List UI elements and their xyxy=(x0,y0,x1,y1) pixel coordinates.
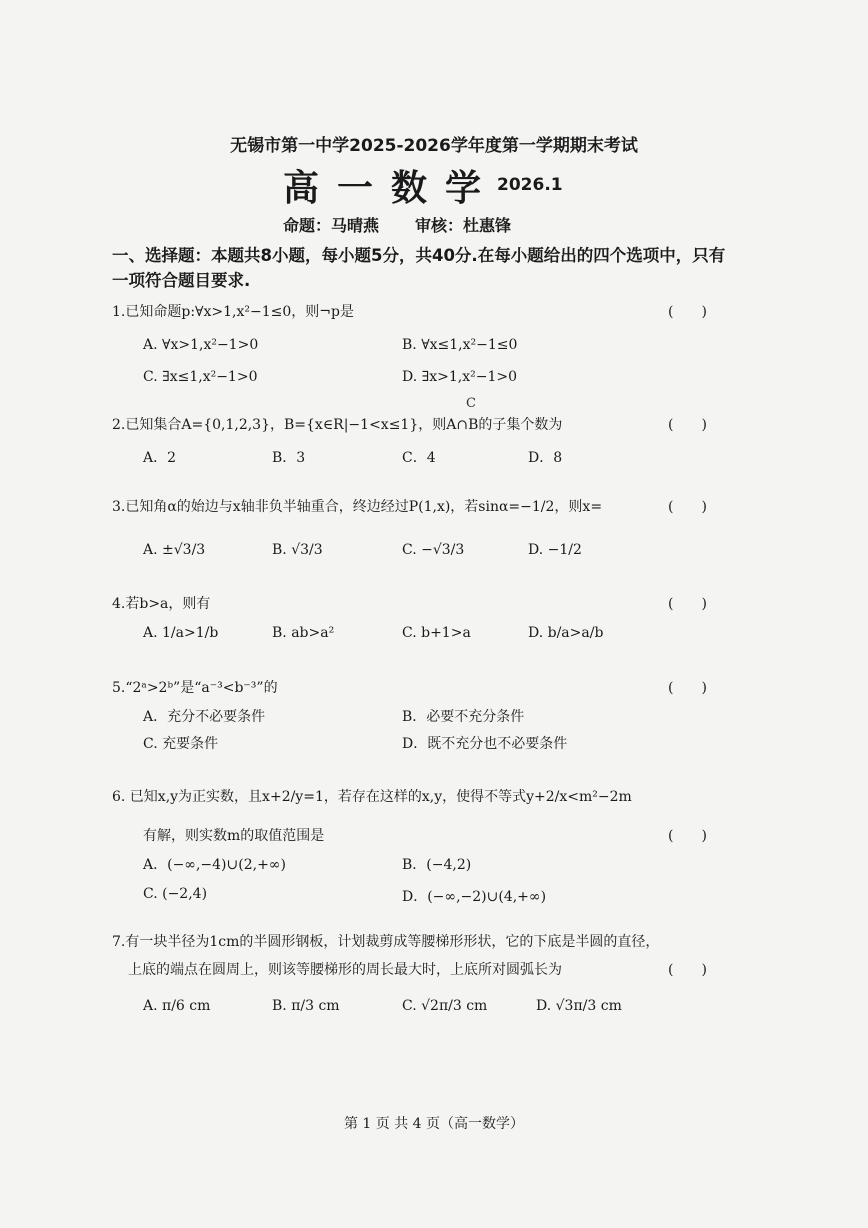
answer-paren-6: ( ) xyxy=(668,828,707,844)
author: 命题：马晴燕 xyxy=(283,216,380,235)
q7-option-a: A. π/6 cm xyxy=(143,998,211,1014)
subject-title: 高一数学 xyxy=(283,168,500,209)
page-footer: 第 1 页 共 4 页（高一数学） xyxy=(343,1116,525,1132)
q3-option-b: B. √3/3 xyxy=(272,542,323,558)
q1-option-b: B. ∀x≤1,x²−1≤0 xyxy=(402,337,518,353)
q5-option-c: C. 充要条件 xyxy=(143,736,219,752)
answer-paren-2: ( ) xyxy=(668,417,707,433)
q6-option-d: D．(−∞,−2)∪(4,+∞) xyxy=(402,889,547,905)
answer-paren-4: ( ) xyxy=(668,596,707,612)
q1-option-a: A. ∀x>1,x²−1>0 xyxy=(143,337,259,353)
answer-paren-1: ( ) xyxy=(668,304,707,320)
q6-option-a: A．(−∞,−4)∪(2,+∞) xyxy=(143,857,286,873)
question-6-stem-line2: 有解，则实数m的取值范围是 xyxy=(143,828,325,844)
q4-option-c: C. b+1>a xyxy=(402,625,471,641)
q1-option-d: D. ∃x>1,x²−1>0 xyxy=(402,369,517,385)
answer-paren-3: ( ) xyxy=(668,499,707,515)
q5-option-d: D．既不充分也不必要条件 xyxy=(402,736,568,752)
section-heading: 一、选择题：本题共8小题，每小题5分，共40分.在每小题给出的四个选项中，只有一项符合题目要求. xyxy=(112,246,726,290)
q1-option-c: C. ∃x≤1,x²−1>0 xyxy=(143,369,258,385)
exam-date: 2026.1 xyxy=(497,175,563,195)
q2-option-c: C．4 xyxy=(402,450,436,466)
school-title: 无锡市第一中学2025-2026学年度第一学期期末考试 xyxy=(230,136,638,156)
q7-option-c: C. √2π/3 cm xyxy=(402,998,488,1014)
q4-option-a: A. 1/a>1/b xyxy=(143,625,219,641)
q5-option-b: B．必要不充分条件 xyxy=(402,709,525,725)
question-1-stem: 1.已知命题p:∀x>1,x²−1≤0，则¬p是 xyxy=(112,304,354,320)
stray-mark: C xyxy=(466,396,476,411)
q2-option-d: D．8 xyxy=(528,450,563,466)
q4-option-b: B. ab>a² xyxy=(272,625,335,641)
question-7-stem-line2: 上底的端点在圆周上，则该等腰梯形的周长最大时，上底所对圆弧长为 xyxy=(128,962,562,978)
q5-option-a: A．充分不必要条件 xyxy=(143,709,266,725)
question-4-stem: 4.若b>a，则有 xyxy=(112,596,211,612)
question-6-stem: 6. 已知x,y为正实数，且x+2/y=1，若存在这样的x,y，使得不等式y+2/x<m²−2m xyxy=(112,789,632,805)
q3-option-a: A. ±√3/3 xyxy=(143,542,206,558)
author-line xyxy=(283,213,511,236)
answer-paren-7: ( ) xyxy=(668,962,707,978)
question-3-stem: 3.已知角α的始边与x轴非负半轴重合，终边经过P(1,x)，若sinα=−1/2，则x= xyxy=(112,499,603,515)
q3-option-d: D. −1/2 xyxy=(528,542,582,558)
q2-option-b: B．3 xyxy=(272,450,306,466)
q6-option-b: B．(−4,2) xyxy=(402,857,472,873)
question-5-stem: 5.“2ᵃ>2ᵇ”是“a⁻³<b⁻³”的 xyxy=(112,680,278,696)
q6-option-c: C. (−2,4) xyxy=(143,886,208,902)
q3-option-c: C. −√3/3 xyxy=(402,542,465,558)
reviewer: 审核：杜惠锋 xyxy=(415,216,512,235)
q7-option-b: B. π/3 cm xyxy=(272,998,340,1014)
q7-option-d: D. √3π/3 cm xyxy=(536,998,622,1014)
question-7-stem: 7.有一块半径为1cm的半圆形钢板，计划裁剪成等腰梯形形状，它的下底是半圆的直径， xyxy=(112,934,660,950)
question-2-stem: 2.已知集合A={0,1,2,3}，B={x∈R|−1<x≤1}，则A∩B的子集个数为 xyxy=(112,417,563,433)
q4-option-d: D. b/a>a/b xyxy=(528,625,604,641)
answer-paren-5: ( ) xyxy=(668,680,707,696)
q2-option-a: A．2 xyxy=(143,450,177,466)
